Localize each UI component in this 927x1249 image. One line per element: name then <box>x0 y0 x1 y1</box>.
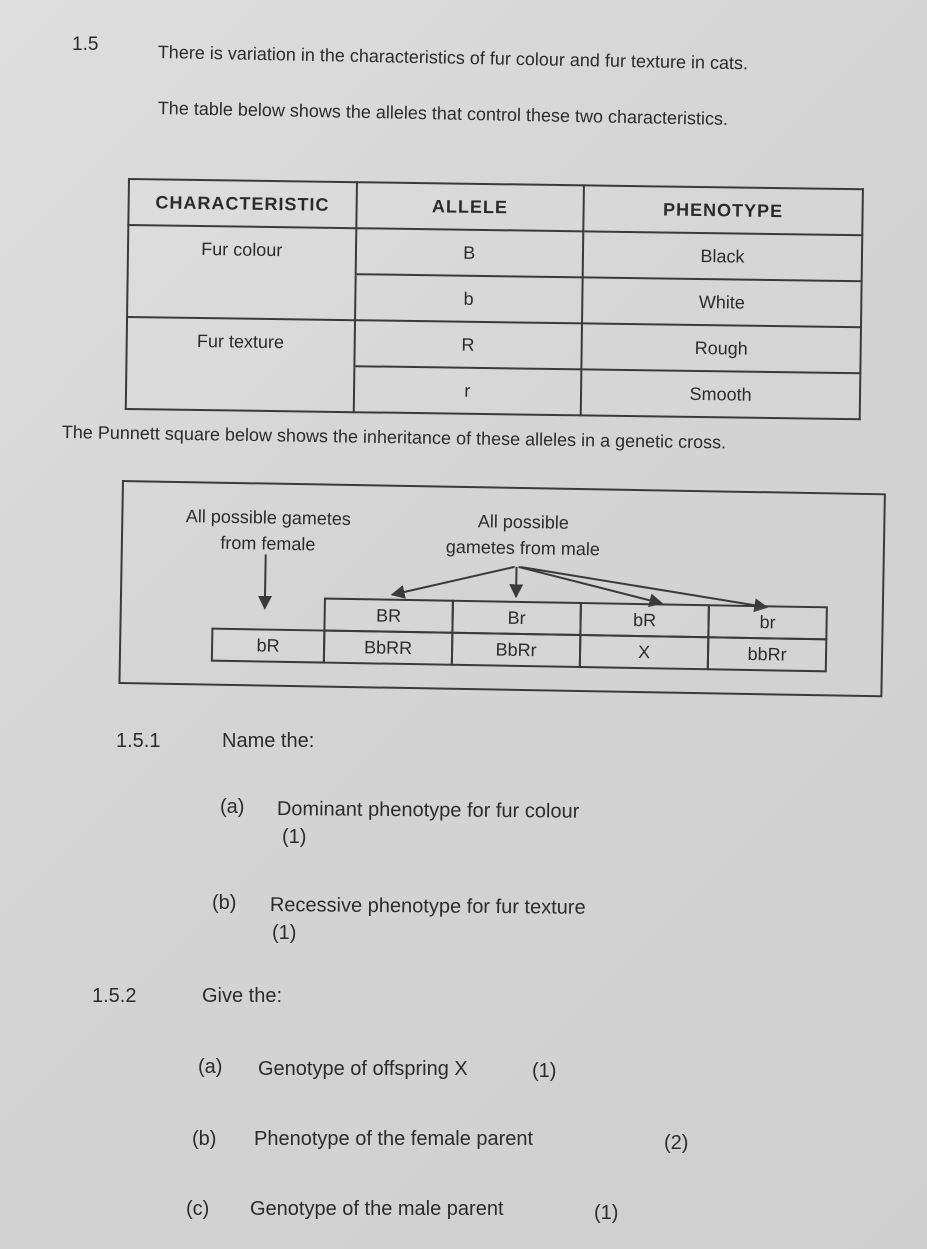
table-cell-allele: b <box>355 274 583 323</box>
q152-c-marks: (1) <box>594 1202 619 1224</box>
table-cell-phenotype: Rough <box>581 323 861 373</box>
q152-b-marks: (2) <box>664 1132 689 1154</box>
punnett-caption: The Punnett square below shows the inheritance of these alleles in a genetic cross. <box>61 422 727 453</box>
male-gamete-cell: br <box>707 604 828 640</box>
punnett-square <box>118 480 885 697</box>
table-row <box>126 363 861 419</box>
table-cell-phenotype: White <box>582 277 862 327</box>
male-gamete-cell: bR <box>579 602 710 638</box>
table-cell-allele: B <box>355 228 583 277</box>
q151-b-marks: (1) <box>272 922 297 944</box>
offspring-cell: BbRr <box>451 632 582 668</box>
header-characteristic: CHARACTERISTIC <box>128 179 356 228</box>
header-allele: ALLELE <box>356 182 584 231</box>
male-arrow-1 <box>392 565 515 597</box>
q151-a-marks: (1) <box>282 826 307 848</box>
table-cell-characteristic: Fur colour <box>128 225 356 274</box>
table-cell-allele: r <box>353 366 581 415</box>
table-cell-allele: R <box>354 320 582 369</box>
table-cell-phenotype: Smooth <box>581 369 861 419</box>
offspring-cell: X <box>579 634 710 670</box>
q151-number: 1.5.1 <box>116 730 161 752</box>
table-cell-phenotype: Black <box>583 231 863 281</box>
q152-a-label: (a) <box>198 1056 223 1078</box>
q151-a-text: Dominant phenotype for fur colour <box>276 798 580 823</box>
q152-a-marks: (1) <box>532 1060 557 1082</box>
female-gametes-label: All possible gametes from female <box>185 506 352 555</box>
q152-a-text: Genotype of offspring X <box>258 1058 468 1080</box>
offspring-cell: bbRr <box>707 636 828 672</box>
intro-line-1: There is variation in the characteristics of fur colour and fur texture in cats. <box>157 42 749 74</box>
q152-number: 1.5.2 <box>92 985 137 1007</box>
table-cell-characteristic <box>126 363 354 412</box>
male-gamete-cell: BR <box>323 598 454 634</box>
male-arrow-2 <box>516 567 517 597</box>
header-phenotype: PHENOTYPE <box>583 185 863 235</box>
q151-stem: Name the: <box>222 730 315 752</box>
male-gamete-cell: Br <box>451 600 582 636</box>
q152-c-text: Genotype of the male parent <box>250 1198 504 1220</box>
q152-stem: Give the: <box>202 985 283 1007</box>
allele-table <box>125 178 864 420</box>
q151-a-label: (a) <box>220 796 245 818</box>
female-arrow <box>265 555 266 609</box>
q152-b-text: Phenotype of the female parent <box>254 1128 534 1150</box>
intro-line-2: The table below shows the alleles that control these two characteristics. <box>157 98 729 129</box>
offspring-cell: BbRR <box>323 630 454 666</box>
question-number: 1.5 <box>72 34 99 55</box>
female-gamete-cell: bR <box>211 628 326 664</box>
q151-b-text: Recessive phenotype for fur texture <box>269 894 586 919</box>
q151-b-label: (b) <box>212 892 237 914</box>
table-cell-characteristic: Fur texture <box>126 317 354 366</box>
q152-b-label: (b) <box>192 1128 217 1150</box>
male-arrow-3 <box>518 567 663 604</box>
q152-c-label: (c) <box>186 1198 210 1220</box>
male-gametes-label: All possible gametes from male <box>445 511 601 560</box>
table-cell-characteristic <box>127 271 355 320</box>
